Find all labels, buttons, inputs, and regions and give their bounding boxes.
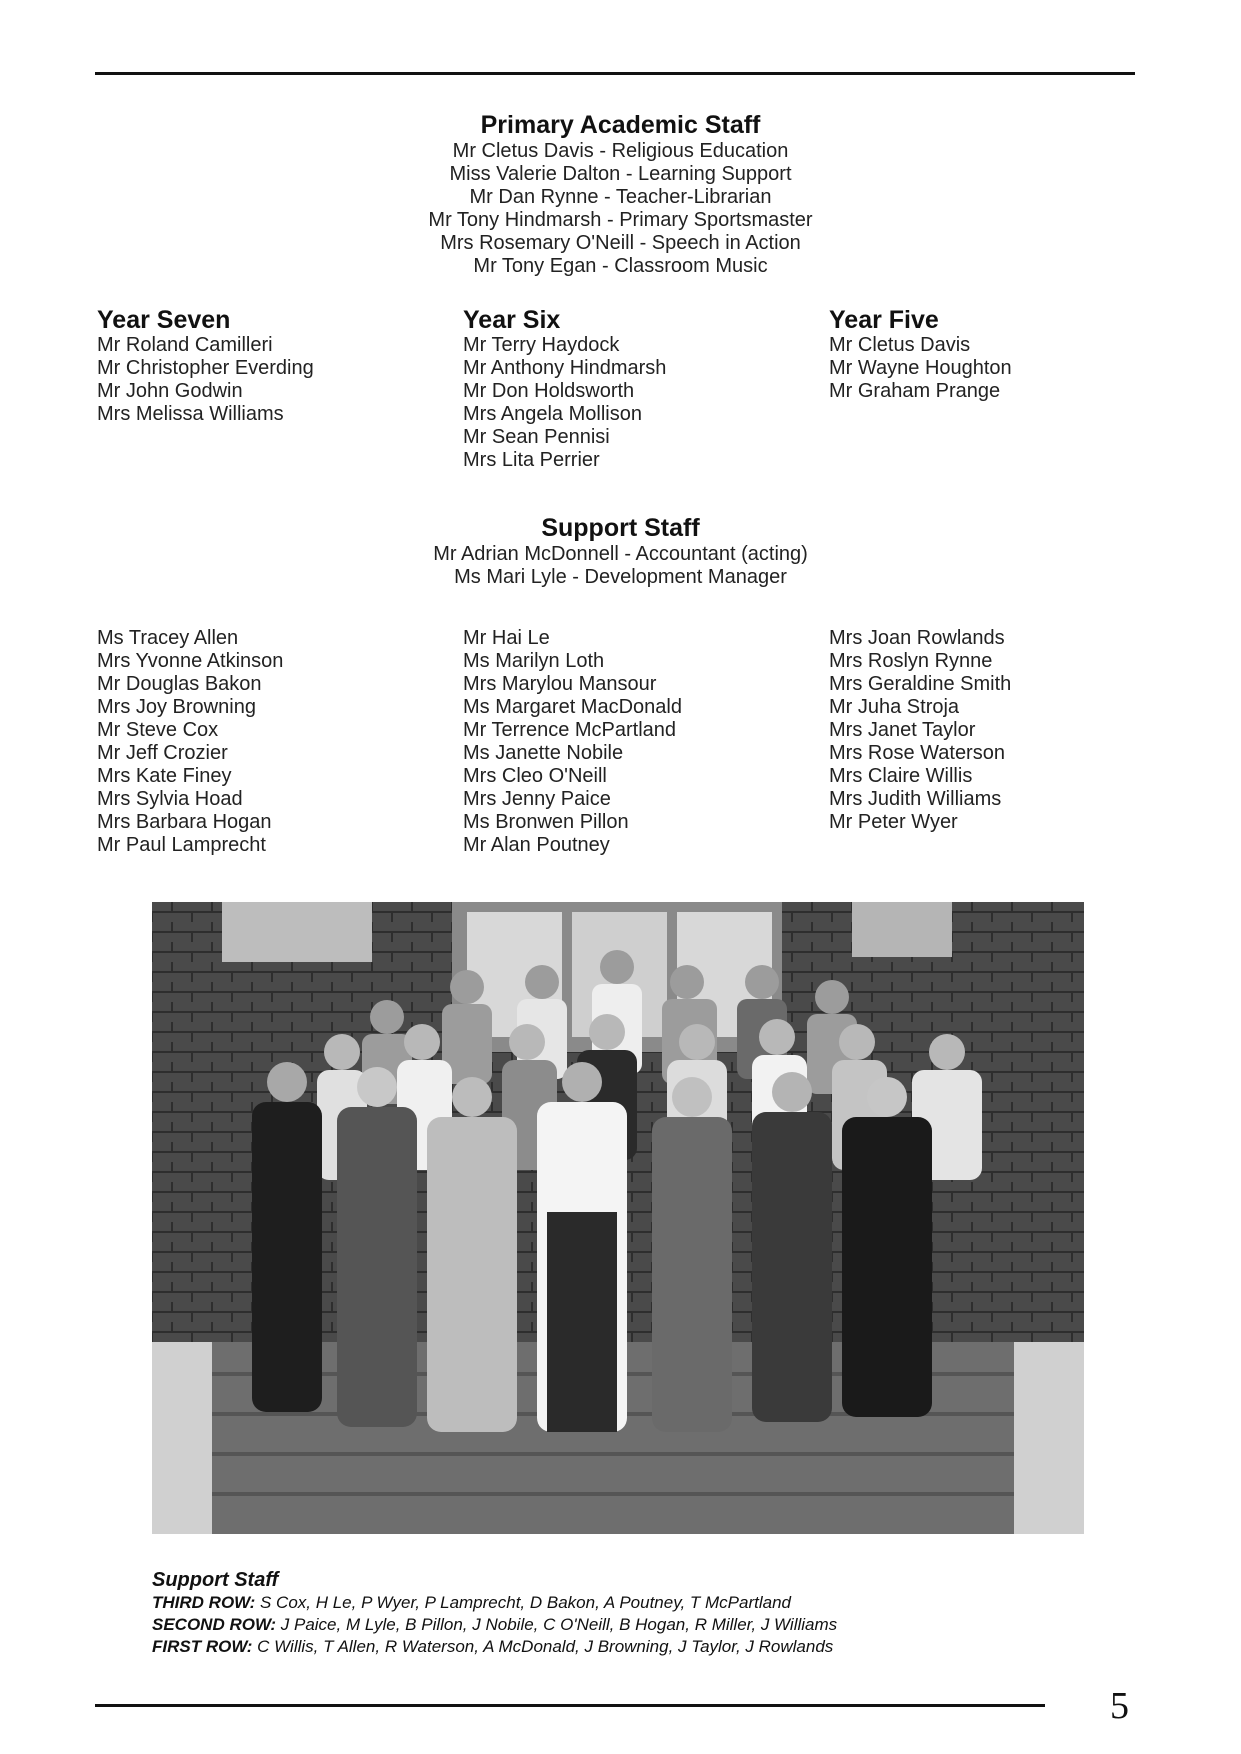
caption-row-names: C Willis, T Allen, R Waterson, A McDonald, J Browning, J Taylor, J Rowlands [257,1637,834,1656]
support-staff-list-3 [829,627,1169,834]
primary-academic-section [0,110,1241,278]
caption-row [152,1614,1152,1636]
staff-name: Mrs Lita Perrier [463,449,600,471]
staff-name: Mrs Yvonne Atkinson [97,650,284,672]
support-staff-section [0,513,1241,589]
staff-name: Mr Steve Cox [97,719,219,741]
staff-name: Ms Bronwen Pillon [463,811,629,833]
staff-name: Mrs Kate Finey [97,765,232,787]
staff-name: Ms Marilyn Loth [463,650,605,672]
staff-name: Mrs Claire Willis [829,765,973,787]
caption-row-label: SECOND ROW: [152,1615,277,1634]
staff-name: Mr Anthony Hindmarsh [463,357,667,379]
photo-caption [152,1568,1152,1658]
staff-name: Mr Graham Prange [829,380,1001,402]
caption-row [152,1592,1152,1614]
staff-name: Ms Tracey Allen [97,627,239,649]
page-number: 5 [1110,1685,1129,1727]
support-staff-title: Support Staff [541,514,700,542]
support-staff-list-2 [463,627,803,857]
staff-name: Mrs Joy Browning [97,696,256,718]
year-seven-section [97,306,437,426]
staff-name: Mr Hai Le [463,627,550,649]
staff-name: Mr Roland Camilleri [97,334,273,356]
year-five-title: Year Five [829,306,939,334]
staff-name: Mr Sean Pennisi [463,426,610,448]
staff-name: Mr Christopher Everding [97,357,314,379]
staff-name: Mr Peter Wyer [829,811,958,833]
staff-name: Mrs Joan Rowlands [829,627,1005,649]
group-photo [152,902,1084,1534]
staff-name: Ms Margaret MacDonald [463,696,682,718]
support-staff-line: Ms Mari Lyle - Development Manager [454,566,787,588]
primary-academic-line: Mr Tony Hindmarsh - Primary Sportsmaster [428,209,813,231]
staff-name: Mr Alan Poutney [463,834,610,856]
staff-name: Mrs Roslyn Rynne [829,650,993,672]
caption-row-label: THIRD ROW: [152,1593,256,1612]
staff-name: Mrs Geraldine Smith [829,673,1012,695]
staff-name: Mrs Melissa Williams [97,403,284,425]
top-rule [95,72,1135,75]
staff-name: Mr John Godwin [97,380,243,402]
staff-name: Mr Wayne Houghton [829,357,1012,379]
staff-name: Mrs Rose Waterson [829,742,1005,764]
year-seven-title: Year Seven [97,306,231,334]
year-five-section [829,306,1169,403]
primary-academic-line: Mrs Rosemary O'Neill - Speech in Action [440,232,801,254]
primary-academic-line: Mr Dan Rynne - Teacher-Librarian [469,186,772,208]
staff-name: Mrs Janet Taylor [829,719,976,741]
staff-name: Mr Paul Lamprecht [97,834,266,856]
staff-name: Mr Jeff Crozier [97,742,228,764]
primary-academic-line: Mr Tony Egan - Classroom Music [473,255,768,277]
caption-row-names: J Paice, M Lyle, B Pillon, J Nobile, C O'Neill, B Hogan, R Miller, J Williams [280,1615,838,1634]
caption-row [152,1636,1152,1658]
staff-name: Mrs Angela Mollison [463,403,642,425]
staff-name: Mr Don Holdsworth [463,380,635,402]
primary-academic-line: Miss Valerie Dalton - Learning Support [449,163,792,185]
staff-name: Ms Janette Nobile [463,742,624,764]
staff-name: Mr Terry Haydock [463,334,620,356]
caption-title: Support Staff [152,1569,279,1591]
support-staff-list-1 [97,627,437,857]
staff-name: Mrs Sylvia Hoad [97,788,243,810]
year-six-title: Year Six [463,306,561,334]
staff-name: Mr Cletus Davis [829,334,971,356]
year-six-section [463,306,803,472]
primary-academic-line: Mr Cletus Davis - Religious Education [452,140,789,162]
staff-name: Mrs Marylou Mansour [463,673,657,695]
staff-name: Mr Juha Stroja [829,696,960,718]
support-staff-line: Mr Adrian McDonnell - Accountant (acting) [433,543,808,565]
staff-name: Mrs Judith Williams [829,788,1002,810]
staff-name: Mr Douglas Bakon [97,673,262,695]
staff-name: Mr Terrence McPartland [463,719,677,741]
staff-name: Mrs Barbara Hogan [97,811,272,833]
staff-name: Mrs Jenny Paice [463,788,611,810]
primary-academic-title: Primary Academic Staff [480,111,761,139]
staff-name: Mrs Cleo O'Neill [463,765,607,787]
caption-row-label: FIRST ROW: [152,1637,253,1656]
bottom-rule [95,1704,1045,1707]
caption-row-names: S Cox, H Le, P Wyer, P Lamprecht, D Bakon, A Poutney, T McPartland [259,1593,791,1612]
